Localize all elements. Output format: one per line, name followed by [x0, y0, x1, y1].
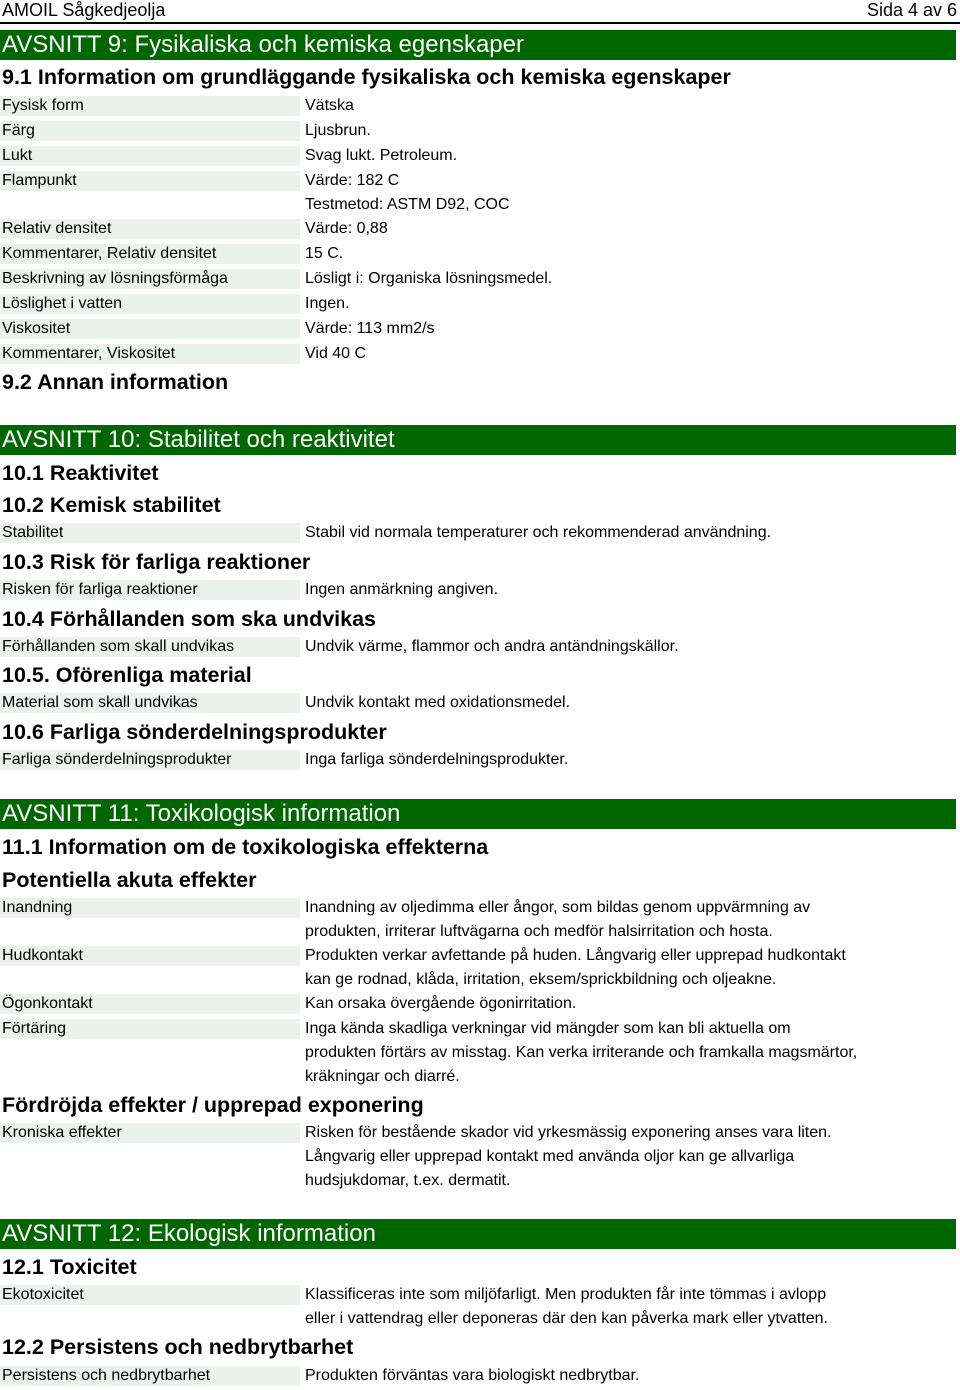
heading-10-3: 10.3 Risk för farliga reaktioner: [2, 550, 311, 574]
property-label: Relativ densitet: [0, 219, 300, 239]
page-number: Sida 4 av 6: [866, 0, 957, 20]
heading-12-2: 12.2 Persistens och nedbrytbarhet: [2, 1335, 354, 1359]
property-value: Klassificeras inte som miljöfarligt. Men produkten får inte tömmas i avlopp eller i vattendrag eller deponeras där den kan påverka mark eller ytvatten.: [305, 1286, 828, 1327]
property-label: Persistens och nedbrytbarhet: [0, 1366, 300, 1386]
section-9-title: AVSNITT 9: Fysikaliska och kemiska egenskaper: [0, 30, 956, 60]
property-value: Undvik värme, flammor och andra antändningskällor.: [305, 638, 679, 655]
heading-10-5: 10.5. Oförenliga material: [2, 663, 252, 687]
property-label: Stabilitet: [0, 523, 300, 543]
property-value: Risken för bestående skador vid yrkesmässig exponering anses vara liten. Långvarig eller upprepad kontakt med använda oljor kan ge allvarliga hudsjukdomar, t.ex. dermatit.: [305, 1124, 832, 1189]
heading-delayed-effects: Fördröjda effekter / upprepad exponering: [2, 1093, 424, 1117]
property-label: Flampunkt: [0, 171, 300, 191]
heading-10-6: 10.6 Farliga sönderdelningsprodukter: [2, 720, 387, 744]
heading-11-1: 11.1 Information om de toxikologiska effekterna: [2, 835, 489, 859]
property-value: Svag lukt. Petroleum.: [305, 147, 458, 164]
property-value: Stabil vid normala temperaturer och rekommenderad användning.: [305, 524, 772, 541]
heading-10-4: 10.4 Förhållanden som ska undvikas: [2, 607, 377, 631]
property-value: Värde: 0,88: [305, 220, 388, 237]
property-label: Fysisk form: [0, 96, 300, 116]
property-label: Risken för farliga reaktioner: [0, 580, 300, 600]
heading-9-1: 9.1 Information om grundläggande fysikaliska och kemiska egenskaper: [2, 65, 731, 89]
property-value: Inga farliga sönderdelningsprodukter.: [305, 751, 569, 768]
property-value: Ingen.: [305, 295, 350, 312]
property-label: Hudkontakt: [0, 946, 300, 966]
property-label: Ekotoxicitet: [0, 1285, 300, 1305]
property-label: Färg: [0, 121, 300, 141]
property-value: Värde: 113 mm2/s: [305, 320, 435, 337]
property-value: 15 C.: [305, 245, 344, 262]
property-label: Farliga sönderdelningsprodukter: [0, 750, 300, 770]
property-value: Lösligt i: Organiska lösningsmedel.: [305, 270, 553, 287]
property-value: Produkten verkar avfettande på huden. Långvarig eller upprepad hudkontakt kan ge rodnad, klåda, irritation, eksem/sprickbildning och oljeakne.: [305, 947, 846, 988]
property-label: Ögonkontakt: [0, 994, 300, 1014]
heading-9-2: 9.2 Annan information: [2, 370, 229, 394]
property-value: Produkten förväntas vara biologiskt nedbrytbar.: [305, 1367, 640, 1384]
page-header: [0, 0, 960, 24]
property-label: Kommentarer, Viskositet: [0, 344, 300, 364]
heading-10-1: 10.1 Reaktivitet: [2, 461, 159, 485]
heading-acute-effects: Potentiella akuta effekter: [2, 868, 257, 892]
heading-12-1: 12.1 Toxicitet: [2, 1255, 137, 1279]
property-value: Inandning av oljedimma eller ångor, som bildas genom uppvärmning av produkten, irriterar luftvägarna och medför halsirritation och hosta.: [305, 899, 811, 940]
property-value: Kan orsaka övergående ögonirritation.: [305, 995, 577, 1012]
heading-10-2: 10.2 Kemisk stabilitet: [2, 493, 221, 517]
property-label: Beskrivning av lösningsförmåga: [0, 269, 300, 289]
property-label: Löslighet i vatten: [0, 294, 300, 314]
property-label: Lukt: [0, 146, 300, 166]
property-value: Vid 40 C: [305, 345, 367, 362]
property-value: Undvik kontakt med oxidationsmedel.: [305, 694, 571, 711]
property-label: Kommentarer, Relativ densitet: [0, 244, 300, 264]
section-10-title: AVSNITT 10: Stabilitet och reaktivitet: [0, 425, 956, 455]
property-label: Viskositet: [0, 319, 300, 339]
property-value: Vätska: [305, 97, 354, 114]
property-label: Kroniska effekter: [0, 1123, 300, 1143]
product-name: AMOIL Sågkedjeolja: [2, 0, 166, 20]
property-value: Ingen anmärkning angiven.: [305, 581, 499, 598]
property-label: Förhållanden som skall undvikas: [0, 637, 300, 657]
property-label: Förtäring: [0, 1019, 300, 1039]
section-11-title: AVSNITT 11: Toxikologisk information: [0, 799, 956, 829]
property-value: Ljusbrun.: [305, 122, 371, 139]
section-12-title: AVSNITT 12: Ekologisk information: [0, 1219, 956, 1249]
property-label: Material som skall undvikas: [0, 693, 300, 713]
property-label: Inandning: [0, 898, 300, 918]
property-value: Värde: 182 C Testmetod: ASTM D92, COC: [305, 172, 510, 213]
property-value: Inga kända skadliga verkningar vid mängder som kan bli aktuella om produkten förtärs av misstag. Kan verka irriterande och framkalla magsmärtor, kräkningar och diarré.: [305, 1020, 858, 1085]
